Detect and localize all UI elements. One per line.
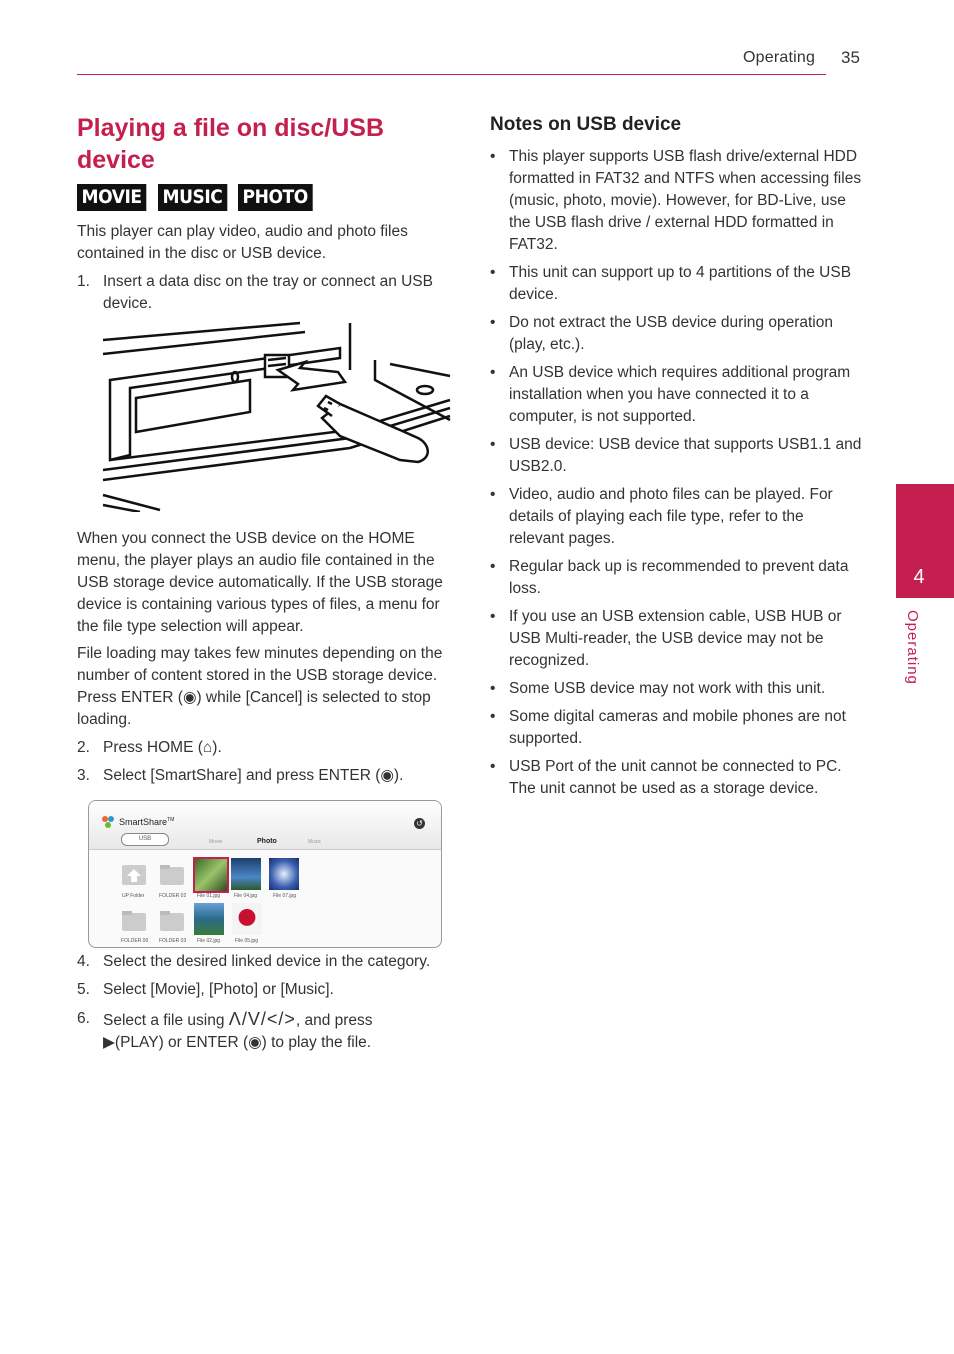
step-text: Select [Movie], [Photo] or [Music]. xyxy=(103,981,334,998)
connect-paragraph: When you connect the USB device on the HOME menu, the player plays an audio file contained in the USB storage device automatically. If the USB storage device is containing various types of files, a menu for the file type selection will appear. xyxy=(77,530,443,635)
list-item: • This unit can support up to 4 partitions of the USB device. xyxy=(490,262,862,306)
item-label: UP Folder xyxy=(122,893,145,899)
list-item: • An USB device which requires additional program installation when you have connected it to a computer, is not supported. xyxy=(490,362,862,428)
step-number: 6. xyxy=(77,1010,90,1027)
enter-icon: ◉ xyxy=(182,689,197,706)
list-item: • Regular back up is recommended to prevent data loss. xyxy=(490,556,862,600)
smartshare-screenshot xyxy=(88,800,442,948)
section-title: Playing a file on disc/USB device xyxy=(77,114,385,174)
tab-movie[interactable]: Movie xyxy=(209,839,223,845)
step-5 xyxy=(77,979,449,1001)
notes-title: Notes on USB device xyxy=(490,114,682,135)
note-text: USB device: USB device that supports USB1.1 and USB2.0. xyxy=(509,436,862,475)
running-header-section: Operating xyxy=(743,49,816,66)
photo-thumbnail[interactable] xyxy=(231,858,261,890)
step-text xyxy=(103,737,222,759)
item-label: FOLDER 02 xyxy=(159,893,187,899)
list-item: • If you use an USB extension cable, USB HUB or USB Multi-reader, the USB device may not be recognized. xyxy=(490,606,862,672)
step-text: Insert a data disc on the tray or connect an USB device. xyxy=(103,273,433,312)
item-label: FOLDER 03 xyxy=(159,938,187,944)
smartshare-brand-text: SmartShare xyxy=(119,817,168,827)
loading-text-b: ) while [Cancel] is selected to stop loading. xyxy=(77,689,431,728)
smartshare-brand xyxy=(119,817,174,827)
page-number: 35 xyxy=(841,48,860,67)
step-number: 3. xyxy=(77,767,90,784)
list-item: • Some USB device may not work with this unit. xyxy=(490,678,862,700)
smartshare-tm: TM xyxy=(167,817,175,823)
step-2 xyxy=(77,737,449,759)
step-text xyxy=(103,1008,373,1054)
list-item: • Video, audio and photo files can be played. For details of playing each file type, refer to the relevant pages. xyxy=(490,484,862,550)
step-text-b: ). xyxy=(393,767,404,784)
list-item: • Do not extract the USB device during operation (play, etc.). xyxy=(490,312,862,356)
chapter-number: 4 xyxy=(913,566,925,588)
folder-icon[interactable] xyxy=(157,905,187,941)
item-label: File 04.jpg xyxy=(234,893,258,899)
usb-connection-illustration xyxy=(100,320,452,512)
step-number: 5. xyxy=(77,981,90,998)
step-3 xyxy=(77,765,449,787)
step-number: 2. xyxy=(77,739,90,756)
step-number: 1. xyxy=(77,273,90,290)
note-text: An USB device which requires additional program installation when you have connected it to a computer, is not supported. xyxy=(509,364,851,425)
usb-device-button[interactable]: USB xyxy=(121,833,169,846)
item-label: FOLDER 00 xyxy=(121,938,149,944)
step-4 xyxy=(77,951,449,973)
item-label: File 02.jpg xyxy=(197,938,221,944)
item-label: File 07.jpg xyxy=(273,893,297,899)
note-text: USB Port of the unit cannot be connected to PC. The unit cannot be used as a storage device. xyxy=(509,758,842,797)
list-item: • Some digital cameras and mobile phones are not supported. xyxy=(490,706,862,750)
note-text: If you use an USB extension cable, USB HUB or USB Multi-reader, the USB device may not be recognized. xyxy=(509,608,842,669)
note-text: This player supports USB flash drive/external HDD formatted in FAT32 and NTFS when accessing files (music, photo, movie). However, for BD-Live, use the USB flash drive / external HDD formatted in FAT32. xyxy=(509,148,862,253)
loading-paragraph xyxy=(77,643,449,731)
back-icon[interactable]: ↺ xyxy=(414,818,425,829)
enter-icon: ◉ xyxy=(380,767,394,784)
intro-paragraph: This player can play video, audio and photo files contained in the disc or USB device. xyxy=(77,223,408,262)
enter-icon: ◉ xyxy=(248,1034,262,1051)
badge-photo: PHOTO xyxy=(238,184,312,211)
folder-icon[interactable] xyxy=(119,859,149,895)
tab-music[interactable]: Music xyxy=(308,839,322,845)
step-text-c: ▶(PLAY) or ENTER ( xyxy=(103,1034,249,1051)
header-rule xyxy=(77,74,826,75)
list-item: • This player supports USB flash drive/external HDD formatted in FAT32 and NTFS when accessing files (music, photo, movie). However, for BD-Live, use the USB flash drive / external HDD formatted in FAT32. xyxy=(490,146,862,256)
notes-list xyxy=(490,146,862,806)
smartshare-logo-icon xyxy=(101,815,115,829)
note-text: Do not extract the USB device during operation (play, etc.). xyxy=(509,314,833,353)
step-text-d: ) to play the file. xyxy=(261,1034,372,1051)
note-text: Some USB device may not work with this unit. xyxy=(509,680,826,697)
home-icon: ⌂ xyxy=(202,739,213,756)
photo-thumbnail[interactable] xyxy=(269,858,299,890)
step-text: Select the desired linked device in the category. xyxy=(103,953,431,970)
step-number: 4. xyxy=(77,953,90,970)
item-label: File 05.jpg xyxy=(235,938,259,944)
step-text-a: Select a file using xyxy=(103,1012,229,1029)
step-text-b: ). xyxy=(212,739,222,756)
folder-icon[interactable] xyxy=(157,859,187,895)
list-item: • USB Port of the unit cannot be connected to PC. The unit cannot be used as a storage device. xyxy=(490,756,862,800)
step-6 xyxy=(77,1008,449,1054)
note-text: Some digital cameras and mobile phones are not supported. xyxy=(509,708,846,747)
folder-icon[interactable] xyxy=(119,905,149,941)
badge-movie: MOVIE xyxy=(77,184,146,211)
photo-thumbnail[interactable] xyxy=(232,903,262,935)
step-text-a: Press HOME ( xyxy=(103,739,203,756)
photo-thumbnail[interactable] xyxy=(194,903,224,935)
chapter-side-label: Operating xyxy=(904,610,921,685)
tab-photo[interactable]: Photo xyxy=(257,838,277,845)
step-text xyxy=(103,765,403,787)
media-badges xyxy=(77,184,321,211)
list-item: • USB device: USB device that supports USB1.1 and USB2.0. xyxy=(490,434,862,478)
arrow-keys: Λ/V/</> xyxy=(228,1009,296,1029)
item-label: File 01.jpg xyxy=(197,893,221,899)
photo-thumbnail-selected[interactable] xyxy=(193,857,229,893)
note-text: Regular back up is recommended to prevent data loss. xyxy=(509,558,849,597)
note-text: Video, audio and photo files can be played. For details of playing each file type, refer to the relevant pages. xyxy=(509,486,833,547)
step-text-b: , and press xyxy=(295,1012,373,1029)
badge-music: MUSIC xyxy=(158,184,227,211)
note-text: This unit can support up to 4 partitions of the USB device. xyxy=(509,264,852,303)
step-text-a: Select [SmartShare] and press ENTER ( xyxy=(103,767,381,784)
step-1 xyxy=(77,271,449,315)
loading-text-a: File loading may takes few minutes depending on the number of content stored in the USB storage device. Press ENTER ( xyxy=(77,645,443,706)
